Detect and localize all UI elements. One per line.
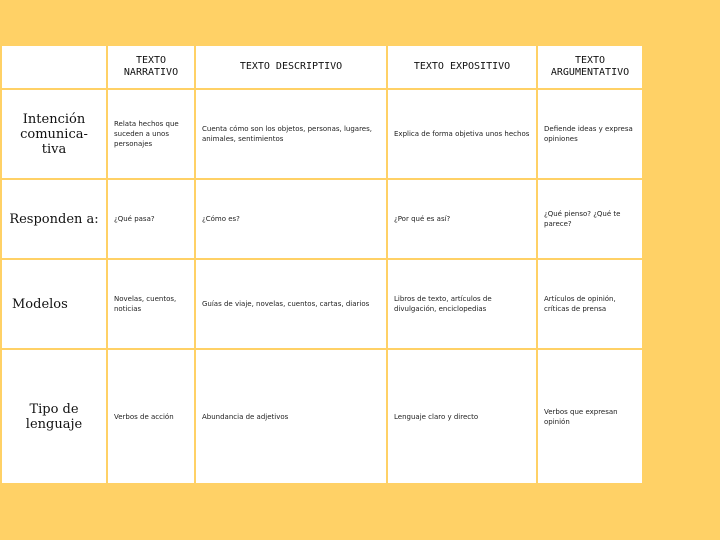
table-row (2, 90, 642, 178)
text-types-table (0, 44, 640, 485)
table-row (2, 350, 642, 483)
table-cell: Artículos de opinión, críticas de prensa (538, 260, 642, 348)
table-cell: Lenguaje claro y directo (388, 350, 536, 483)
header-argumentativo: TEXTO ARGUMENTATIVO (538, 46, 642, 88)
table-cell: ¿Cómo es? (196, 180, 386, 258)
table-cell: Libros de texto, artículos de divulgación, enciclopedias (388, 260, 536, 348)
corner-cell (2, 46, 106, 88)
table-cell: Abundancia de adjetivos (196, 350, 386, 483)
row-label-intencion: Intención comunica-tiva (2, 90, 106, 178)
row-label-responden: Responden a: (2, 180, 106, 258)
table-cell: Novelas, cuentos, noticias (108, 260, 194, 348)
header-expositivo: TEXTO EXPOSITIVO (388, 46, 536, 88)
table-cell: Explica de forma objetiva unos hechos (388, 90, 536, 178)
header-descriptivo: TEXTO DESCRIPTIVO (196, 46, 386, 88)
table-cell: ¿Por qué es así? (388, 180, 536, 258)
row-label-tipo-lenguaje: Tipo de lenguaje (2, 350, 106, 483)
table-cell: Verbos de acción (108, 350, 194, 483)
table-cell: Verbos que expresan opinión (538, 350, 642, 483)
table-cell: Relata hechos que suceden a unos personajes (108, 90, 194, 178)
table-cell: Cuenta cómo son los objetos, personas, lugares, animales, sentimientos (196, 90, 386, 178)
table-cell: ¿Qué pienso? ¿Qué te parece? (538, 180, 642, 258)
header-row (2, 46, 642, 88)
table-row (2, 180, 642, 258)
table-row (2, 260, 642, 348)
table-cell: Defiende ideas y expresa opiniones (538, 90, 642, 178)
table-cell: ¿Qué pasa? (108, 180, 194, 258)
header-narrativo: TEXTO NARRATIVO (108, 46, 194, 88)
table-cell: Guías de viaje, novelas, cuentos, cartas, diarios (196, 260, 386, 348)
row-label-modelos: Modelos (2, 260, 106, 348)
